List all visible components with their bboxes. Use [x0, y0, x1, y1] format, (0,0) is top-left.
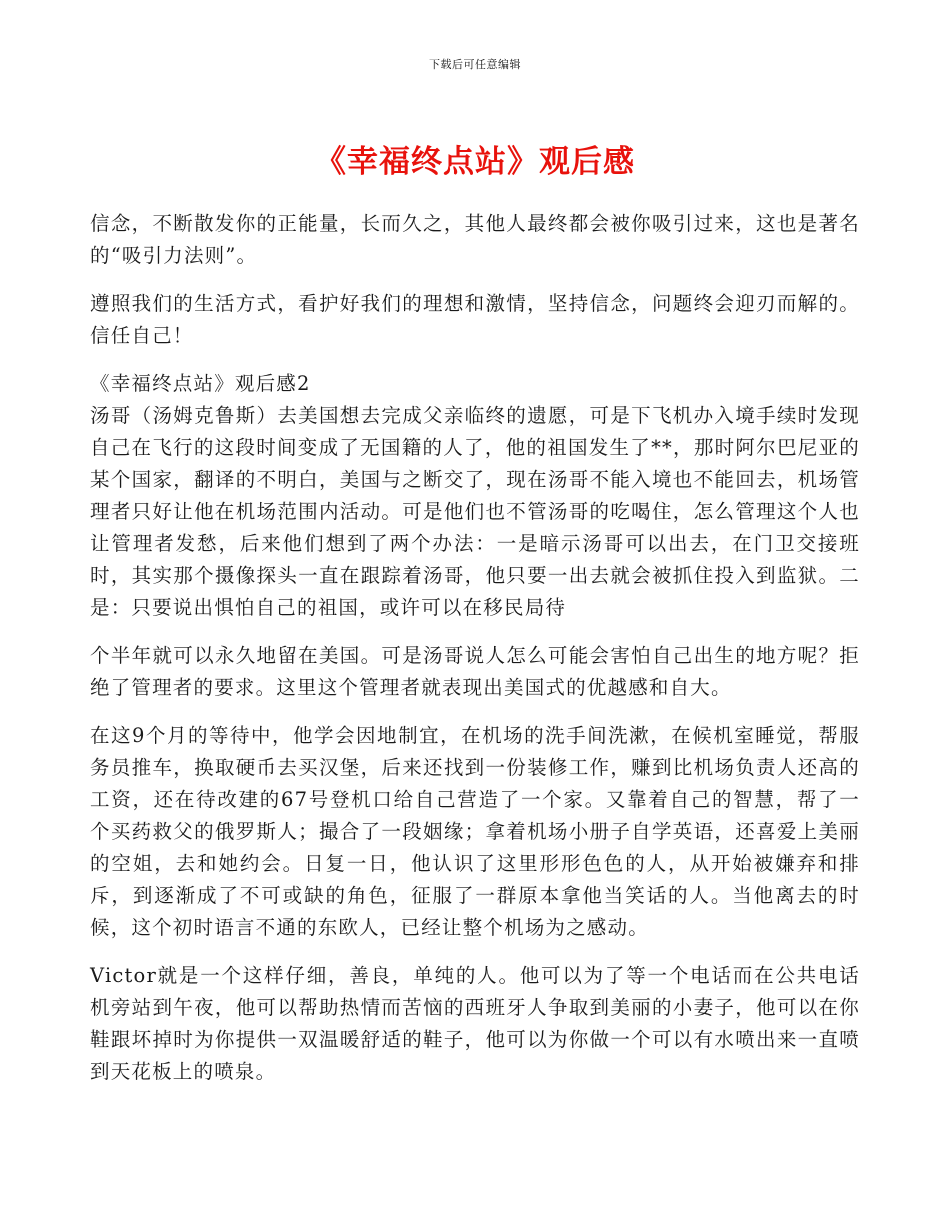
paragraph-3: 汤哥（汤姆克鲁斯）去美国想去完成父亲临终的遗愿，可是下飞机办入境手续时发现自己在飞行的这段时间变成了无国籍的人了，他的祖国发生了**，那时阿尔巴尼亚的某个国家，翻译的不明白，美国与之断交了，现在汤哥不能入境也不能回去，机场管理者只好让他在机场范围内活动。可是他们也不管汤哥的吃喝住，怎么管理这个人也让管理者发愁，后来他们想到了两个办法：一是暗示汤哥可以出去，在门卫交接班时，其实那个摄像探头一直在跟踪着汤哥，他只要一出去就会被抓住投入到监狱。二是：只要说出惧怕自己的祖国，或许可以在移民局待	[90, 404, 860, 619]
section-subheading: 《幸福终点站》观后感2	[90, 372, 311, 395]
document-body	[90, 208, 860, 1088]
paragraph-4: 个半年就可以永久地留在美国。可是汤哥说人怎么可能会害怕自己出生的地方呢？拒绝了管理者的要求。这里这个管理者就表现出美国式的优越感和自大。	[90, 644, 860, 699]
paragraph-2: 遵照我们的生活方式，看护好我们的理想和激情，坚持信念，问题终会迎刃而解的。信任自己！	[90, 292, 860, 347]
paragraph-1: 信念，不断散发你的正能量，长而久之，其他人最终都会被你吸引过来，这也是著名的“吸引力法则”。	[90, 212, 860, 267]
page-header-note: 下载后可任意编辑	[429, 58, 521, 71]
paragraph-6: Victor就是一个这样仔细，善良，单纯的人。他可以为了等一个电话而在公共电话机旁站到午夜，他可以帮助热情而苦恼的西班牙人争取到美丽的小妻子，他可以在你鞋跟坏掉时为你提供一双温暖舒适的鞋子，他可以为你做一个可以有水喷出来一直喷到天花板上的喷泉。	[90, 964, 860, 1083]
document-title: 《幸福终点站》观后感	[315, 144, 635, 180]
paragraph-5: 在这9个月的等待中，他学会因地制宜，在机场的洗手间洗漱，在候机室睡觉，帮服务员推车，换取硬币去买汉堡，后来还找到一份装修工作，赚到比机场负责人还高的工资，还在待改建的67号登机口给自己营造了一个家。又靠着自己的智慧，帮了一个买药救父的俄罗斯人；撮合了一段姻缘；拿着机场小册子自学英语，还喜爱上美丽的空姐，去和她约会。日复一日，他认识了这里形形色色的人，从开始被嫌弃和排斥，到逐渐成了不可或缺的角色，征服了一群原本拿他当笑话的人。当他离去的时候，这个初时语言不通的东欧人，已经让整个机场为之感动。	[90, 724, 860, 939]
